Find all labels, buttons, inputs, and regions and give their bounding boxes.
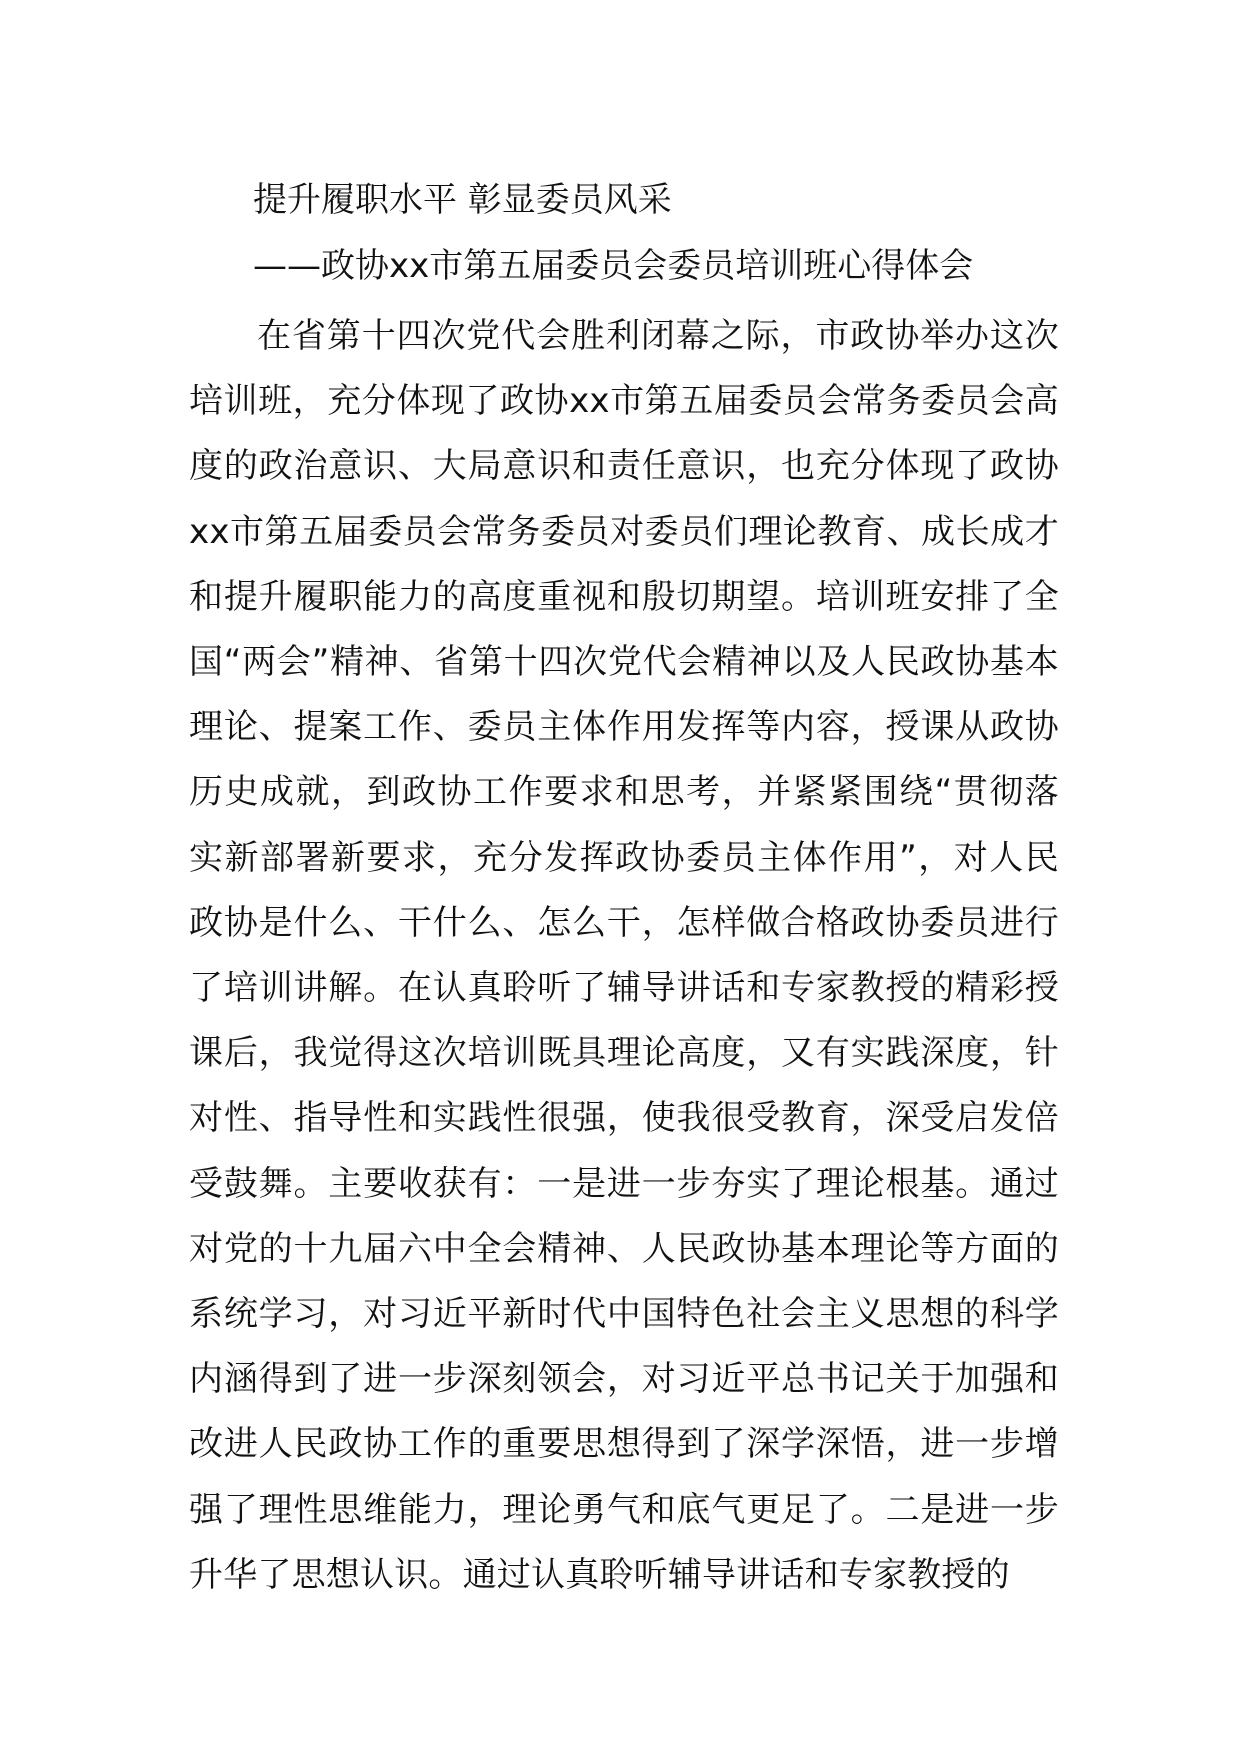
document-content [189,170,1059,1608]
document-body: 在省第十四次党代会胜利闭幕之际，市政协举办这次培训班，充分体现了政协xx市第五届委员会常务委员会高度的政治意识、大局意识和责任意识，也充分体现了政协xx市第五届委员会常务委员对委员们理论教育、成长成才和提升履职能力的高度重视和殷切期望。培训班安排了全国“两会”精神、省第十四次党代会精神以及人民政协基本理论、提案工作、委员主体作用发挥等内容，授课从政协历史成就，到政协工作要求和思考，并紧紧围绕“贯彻落实新部署新要求，充分发挥政协委员主体作用”，对人民政协是什么、干什么、怎么干，怎样做合格政协委员进行了培训讲解。在认真聆听了辅导讲话和专家教授的精彩授课后，我觉得这次培训既具理论高度，又有实践深度，针对性、指导性和实践性很强，使我很受教育，深受启发倍受鼓舞。主要收获有：一是进一步夯实了理论根基。通过对党的十九届六中全会精神、人民政协基本理论等方面的系统学习，对习近平新时代中国特色社会主义思想的科学内涵得到了进一步深刻领会，对习近平总书记关于加强和改进人民政协工作的重要思想得到了深学深悟，进一步增强了理性思维能力，理论勇气和底气更足了。二是进一步升华了思想认识。通过认真聆听辅导讲话和专家教授的 [189,316,1059,1595]
document-title: 提升履职水平 彰显委员风采 [253,180,672,220]
document-subtitle: ——政协xx市第五届委员会委员培训班心得体会 [253,246,974,286]
